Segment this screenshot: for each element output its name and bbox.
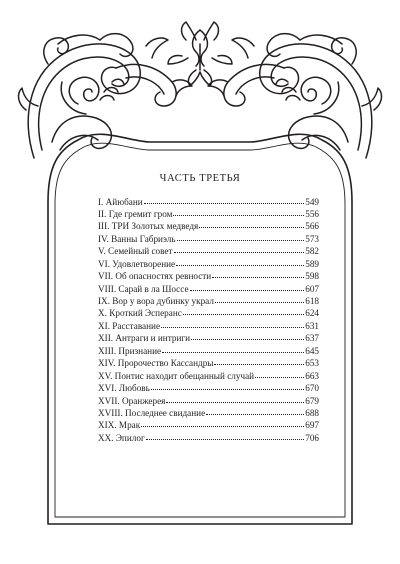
toc-entry-title: IX. Вор у вора дубинку украл [98,296,214,306]
toc-entry[interactable] [98,295,319,307]
toc-entry[interactable] [98,233,319,245]
section-heading: ЧАСТЬ ТРЕТЬЯ [159,173,241,184]
toc-entry[interactable] [98,208,319,220]
toc-entry-page-number: 556 [305,208,319,219]
toc-entry-title: XIV. Пророчество Кассандры [98,358,214,369]
toc-entry-title: III. ТРИ Золотых медведя [98,221,199,232]
toc-entry[interactable] [98,432,319,444]
toc-entry-title: VIII. Сарай в ла Шоссе [98,283,189,294]
toc-entry-page-number: 582 [305,246,319,257]
toc-dot-leader [176,264,304,266]
toc-entry[interactable] [98,332,319,344]
toc-entry-title: VII. Об опасностях ревности [98,271,212,282]
toc-dot-leader [151,388,304,390]
toc-dot-leader [166,401,304,403]
toc-entry-page-number: 573 [305,233,319,244]
toc-entry-page-number: 618 [305,296,319,306]
toc-entry-page-number: 631 [305,320,319,331]
toc-entry[interactable] [98,407,319,419]
toc-entry-title: XVII. Оранжерея [98,395,166,406]
toc-dot-leader [215,301,304,303]
toc-entry-title: XVIII. Последнее свидание [98,407,206,418]
toc-entry[interactable] [98,395,319,407]
toc-entry[interactable] [98,345,319,357]
toc-entry-page-number: 566 [305,221,319,232]
toc-entry-page-number: 697 [305,420,319,431]
toc-entry-page-number: 645 [305,345,319,356]
top-right-scroll-ornament [208,34,381,158]
toc-dot-leader [199,226,304,228]
toc-entry-title: XIII. Признание [98,345,162,356]
toc-dot-leader [162,351,304,353]
toc-dot-leader [190,289,305,291]
toc-entry[interactable] [98,307,319,319]
toc-dot-leader [144,202,305,204]
toc-entry-page-number: 688 [305,407,319,418]
toc-entry[interactable] [98,270,319,282]
toc-entry-title: VI. Удовлетворение [98,258,176,269]
toc-entry-page-number: 653 [305,358,319,369]
toc-entry[interactable] [98,245,319,257]
toc-dot-leader [174,251,305,253]
toc-entry[interactable] [98,382,319,394]
toc-dot-leader [206,413,304,415]
toc-entry[interactable] [98,283,319,295]
toc-entry[interactable] [98,320,319,332]
toc-entry[interactable] [98,419,319,431]
toc-entry-page-number: 589 [305,258,319,269]
toc-entry-title: XX. Эпилог [98,432,145,443]
table-of-contents [98,196,319,445]
toc-entry[interactable] [98,258,319,270]
toc-dot-leader [141,425,304,427]
toc-dot-leader [255,376,304,378]
toc-entry-title: XV. Понтис находит обещанный случай [98,370,255,381]
toc-entry-title: II. Где гремит гром [98,208,173,219]
toc-dot-leader [212,276,304,278]
toc-entry-title: XI. Расставание [98,320,161,331]
toc-entry[interactable] [98,196,319,208]
toc-entry-title: XII. Антраги и интриги [98,333,191,344]
toc-entry-page-number: 549 [305,196,319,207]
toc-entry-page-number: 706 [305,432,319,443]
toc-entry-page-number: 670 [305,383,319,394]
toc-dot-leader [177,239,305,241]
top-left-scroll-ornament [19,34,192,158]
toc-dot-leader [161,326,304,328]
toc-entry-title: XIX. Мрак [98,420,141,431]
toc-entry-page-number: 607 [305,283,319,294]
toc-entry[interactable] [98,220,319,232]
toc-entry-page-number: 637 [305,333,319,344]
top-centre-leaf-ornament [168,22,232,86]
toc-entry-title: IV. Ванны Габриэль [98,233,176,244]
toc-dot-leader [173,214,304,216]
toc-dot-leader [191,338,304,340]
toc-entry-title: X. Кроткий Эсперанс [98,308,182,319]
toc-dot-leader [146,438,305,440]
toc-dot-leader [183,313,304,315]
toc-entry-title: I. Айюбани [98,196,143,207]
toc-entry[interactable] [98,357,319,369]
toc-entry-page-number: 663 [305,370,319,381]
toc-entry-title: V. Семейный совет [98,246,173,257]
toc-entry-page-number: 679 [305,395,319,406]
toc-entry[interactable] [98,370,319,382]
toc-entry-page-number: 598 [305,271,319,282]
toc-entry-page-number: 624 [305,308,319,319]
toc-entry-title: XVI. Любовь [98,383,150,394]
toc-dot-leader [214,363,304,365]
